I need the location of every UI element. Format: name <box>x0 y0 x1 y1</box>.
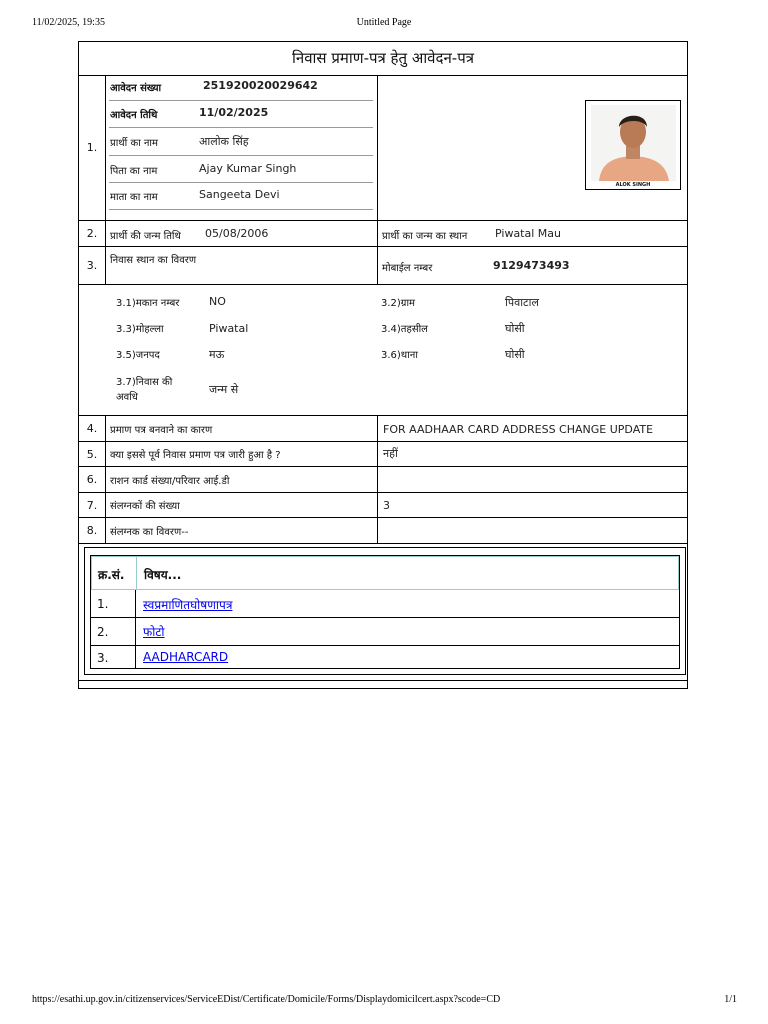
attachment-link-aadharcard[interactable]: AADHARCARD <box>143 650 229 664</box>
attachments-header <box>91 556 679 590</box>
row-number: 6. <box>79 467 106 492</box>
house-no-value: NO <box>209 295 226 308</box>
address-details <box>79 285 687 416</box>
district-label: 3.5)जनपद <box>116 350 160 361</box>
divider <box>109 155 373 156</box>
row-attachment-count <box>79 493 687 518</box>
father-name-value: Ajay Kumar Singh <box>199 162 297 175</box>
residence-label: निवास स्थान का विवरण <box>110 255 197 266</box>
row-number: 1. <box>79 75 106 220</box>
ration-card-label: राशन कार्ड संख्या/परिवार आई.डी <box>110 476 230 487</box>
row-applicant-details <box>79 75 687 221</box>
attachment-details-label: संलग्नक का विवरण-- <box>110 527 189 538</box>
attachment-sno: 2. <box>97 625 109 639</box>
dob-label: प्रार्थी की जन्म तिथि <box>110 231 181 242</box>
photo-caption: ALOK SINGH <box>615 182 651 188</box>
row-reason <box>79 416 687 442</box>
tehsil-value: घोसी <box>505 322 525 335</box>
row-ration-card <box>79 467 687 493</box>
row-number: 4. <box>79 416 106 441</box>
column-divider <box>377 221 378 246</box>
mohalla-value: Piwatal <box>209 322 249 335</box>
dob-value: 05/08/2006 <box>205 227 269 240</box>
district-value: मऊ <box>209 348 225 361</box>
duration-value: जन्म से <box>209 383 239 396</box>
application-date-value: 11/02/2025 <box>199 106 269 119</box>
mohalla-label: 3.3)मोहल्ला <box>116 324 164 335</box>
photo-image <box>591 105 676 181</box>
application-number-label: आवेदन संख्या <box>110 83 162 94</box>
column-header-subject: विषय... <box>144 568 182 582</box>
attachment-row <box>91 590 679 618</box>
column-divider <box>377 416 378 441</box>
form-bottom-divider <box>79 680 687 681</box>
mobile-value: 9129473493 <box>493 259 570 272</box>
applicant-name-label: प्रार्थी का नाम <box>110 138 159 149</box>
mobile-label: मोबाईल नम्बर <box>382 263 433 274</box>
column-divider <box>377 247 378 284</box>
father-name-label: पिता का नाम <box>110 166 158 177</box>
applicant-photo <box>585 100 681 190</box>
reason-value: FOR AADHAAR CARD ADDRESS CHANGE UPDATE <box>383 423 654 436</box>
mother-name-value: Sangeeta Devi <box>199 188 280 201</box>
column-header-sno: क्र.सं. <box>98 568 125 582</box>
form-title: निवास प्रमाण-पत्र हेतु आवेदन-पत्र <box>79 42 687 76</box>
row-number: 8. <box>79 518 106 543</box>
reason-label: प्रमाण पत्र बनवाने का कारण <box>110 425 213 436</box>
tehsil-label: 3.4)तहसील <box>381 324 428 335</box>
attachment-link-photo[interactable]: फोटो <box>143 625 165 639</box>
thana-label: 3.6)थाना <box>381 350 418 361</box>
print-header <box>0 17 768 31</box>
divider <box>109 209 373 210</box>
birthplace-value: Piwatal Mau <box>495 227 561 240</box>
duration-label: 3.7)निवास की <box>116 377 173 388</box>
print-datetime: 11/02/2025, 19:35 <box>32 17 105 28</box>
attachment-count-value: 3 <box>383 499 390 512</box>
print-url: https://esathi.up.gov.in/citizenservices/ServiceEDist/Certificate/Domicile/Forms/Displaydomicilcert.aspx?scode=CD <box>32 994 501 1005</box>
row-previous-certificate <box>79 442 687 467</box>
village-value: पिवाटाल <box>505 296 539 309</box>
row-number: 7. <box>79 493 106 517</box>
row-number: 2. <box>79 221 106 246</box>
mother-name-label: माता का नाम <box>110 192 158 203</box>
print-page-title: Untitled Page <box>356 17 412 28</box>
duration-label-cont: अवधि <box>116 392 138 403</box>
divider <box>109 127 373 128</box>
attachment-row <box>91 646 679 668</box>
attachments-table <box>90 555 680 669</box>
row-residence-mobile <box>79 247 687 285</box>
row-attachment-details <box>79 518 687 544</box>
person-silhouette-icon <box>591 105 676 181</box>
attachment-row <box>91 618 679 646</box>
row-birth-details <box>79 221 687 247</box>
birthplace-label: प्रार्थी का जन्म का स्थान <box>382 231 468 242</box>
attachments-panel <box>84 547 686 675</box>
divider <box>109 182 373 183</box>
applicant-name-value: आलोक सिंह <box>199 135 249 148</box>
previous-certificate-label: क्या इससे पूर्व निवास प्रमाण पत्र जारी हुआ है ? <box>110 450 281 461</box>
column-divider <box>377 442 378 466</box>
previous-certificate-value: नहीं <box>383 447 398 460</box>
print-footer <box>0 994 768 1008</box>
column-divider <box>377 467 378 492</box>
column-divider <box>377 493 378 517</box>
attachment-count-label: संलग्नकों की संख्या <box>110 501 180 512</box>
attachment-link-self-declaration[interactable]: स्वप्रमाणितघोषणापत्र <box>143 598 233 612</box>
house-no-label: 3.1)मकान नम्बर <box>116 298 180 309</box>
row-number: 3. <box>79 247 106 284</box>
divider <box>109 100 373 101</box>
attachment-sno: 3. <box>97 651 109 665</box>
column-divider <box>377 518 378 543</box>
village-label: 3.2)ग्राम <box>381 298 416 309</box>
application-date-label: आवेदन तिथि <box>110 110 158 121</box>
print-page-count: 1/1 <box>724 994 737 1005</box>
thana-value: घोसी <box>505 348 525 361</box>
domicile-application-form <box>78 41 688 689</box>
row-number: 5. <box>79 442 106 466</box>
application-number-value: 251920020029642 <box>203 79 318 92</box>
column-divider <box>377 75 378 220</box>
attachment-sno: 1. <box>97 597 109 611</box>
